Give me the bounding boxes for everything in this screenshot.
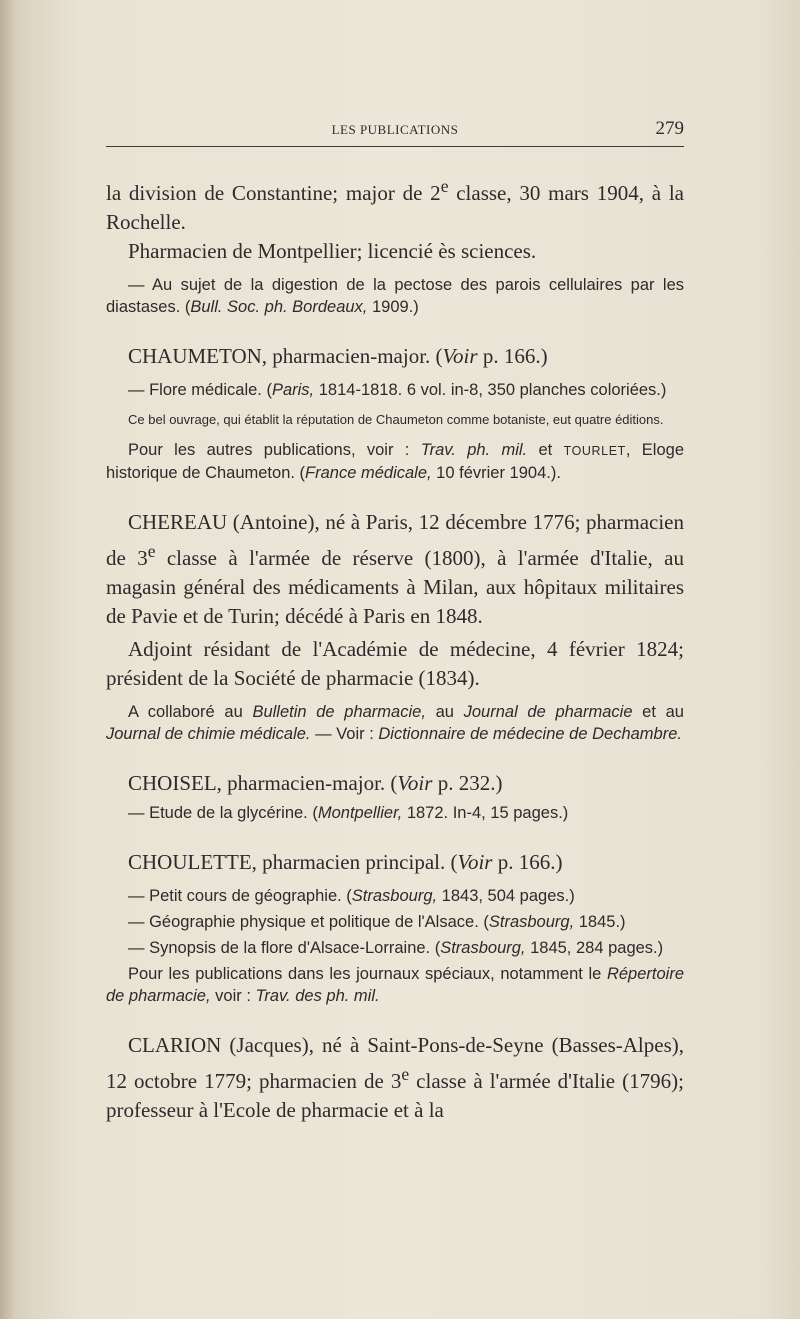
entry-heading-choisel — [106, 769, 684, 798]
text-run: 1909.) — [367, 298, 419, 316]
italic-run: Bull. Soc. ph. Bordeaux, — [190, 298, 368, 316]
text-run: CHOULETTE, pharmacien principal. ( — [128, 850, 458, 874]
collaboration-chereau — [106, 701, 684, 745]
italic-run: Strasbourg, — [488, 913, 575, 931]
text-run: p. 166.) — [477, 344, 548, 368]
note-chaumeton: Ce bel ouvrage, qui établit la réputation de Chaumeton comme botaniste, eut quatre éditions. — [128, 412, 664, 427]
text-run: CLARION (Jacques), né à Saint-Pons-de-Seyne (Basses-Alpes), 12 octobre 1779; pharmacien de 3 — [106, 1033, 684, 1093]
entry-chereau — [106, 508, 684, 631]
italic-run: France médicale, — [305, 464, 432, 482]
text-run: Pour les publications dans les journaux spéciaux, notamment le — [128, 965, 607, 983]
text-run: A collaboré au — [128, 703, 253, 721]
running-title: LES PUBLICATIONS — [331, 122, 459, 137]
references-choulette — [106, 963, 684, 1007]
text-run: 1845, 284 pages.) — [525, 939, 664, 957]
text-run: 1845.) — [574, 913, 626, 931]
superscript: e — [401, 1064, 410, 1084]
text-run: et — [527, 441, 564, 459]
publication-flore — [106, 379, 684, 401]
text-run: et au — [632, 703, 684, 721]
text-run: — Géographie physique et politique de l'Alsace. ( — [128, 913, 489, 931]
text-run: p. 166.) — [492, 850, 563, 874]
text-run: — Synopsis de la flore d'Alsace-Lorraine. ( — [128, 939, 441, 957]
text-run: 1872. In-4, 15 pages.) — [402, 804, 569, 822]
text-run: CHOISEL, pharmacien-major. ( — [128, 771, 398, 795]
publication-pectose — [106, 274, 684, 318]
page-gutter — [0, 0, 14, 1319]
italic-run: Strasbourg, — [440, 939, 526, 957]
text-run: 10 février 1904.). — [431, 464, 561, 482]
text-run: — Etude de la glycérine. ( — [128, 804, 318, 822]
italic-run: Bulletin de pharmacie, — [252, 703, 426, 721]
entry-heading-choulette — [106, 848, 684, 877]
publication-synopsis — [106, 937, 684, 959]
text-run: p. 232.) — [432, 771, 503, 795]
text-run: — Voir : — [310, 725, 379, 743]
text-run: Pour les autres publications, voir : — [128, 441, 421, 459]
publication-glycerine — [106, 802, 684, 824]
italic-run: Journal de chimie médicale. — [106, 725, 311, 743]
publication-geographie — [106, 885, 684, 907]
text-run: classe à l'armée de réserve (1800), à l'armée d'Italie, au magasin général des médicaments à Milan, aux hôpitaux militaires de Pavie et de Turin; décédé à Paris en 1848. — [106, 546, 684, 628]
publication-alsace — [106, 911, 684, 933]
page-header — [106, 116, 684, 147]
paragraph-adjoint: Adjoint résidant de l'Académie de médecine, 4 février 1824; président de la Société de pharmacie (1834). — [106, 637, 684, 690]
smallcaps-run: TOURLET — [563, 444, 626, 458]
text-run: CHAUMETON, pharmacien-major. ( — [128, 344, 443, 368]
text-run: classe à l'armée d'Italie (1796); professeur à l'Ecole de pharmacie et à la — [106, 1069, 684, 1122]
superscript: e — [147, 541, 156, 561]
italic-run: Voir — [457, 850, 493, 874]
italic-run: Trav. des ph. mil. — [255, 987, 380, 1005]
italic-run: Journal de pharmacie — [463, 703, 633, 721]
text-run: voir : — [210, 987, 256, 1005]
text-run: la division de Constantine; major de 2 — [106, 181, 441, 205]
italic-run: Trav. ph. mil. — [420, 441, 528, 459]
italic-run: Montpellier, — [317, 804, 403, 822]
text-run: 1843, 504 pages.) — [437, 887, 575, 905]
paragraph-continuation — [106, 172, 684, 237]
text-run: — Petit cours de géographie. ( — [128, 887, 352, 905]
text-run: , Eloge historique de Chaumeton. ( — [106, 441, 684, 482]
italic-run: Voir — [442, 344, 478, 368]
entry-heading-chaumeton — [106, 342, 684, 371]
text-run: — Flore médicale. ( — [128, 381, 272, 399]
text-run: classe, 30 mars 1904, à la Rochelle. — [106, 181, 684, 234]
paragraph-pharmacien: Pharmacien de Montpellier; licencié ès sciences. — [128, 239, 537, 263]
italic-run: Paris, — [271, 381, 315, 399]
page-body — [106, 172, 684, 1125]
references-chaumeton — [106, 439, 684, 484]
italic-run: Répertoire de pharmacie, — [106, 965, 684, 1005]
entry-clarion — [106, 1031, 684, 1125]
italic-run: Strasbourg, — [351, 887, 438, 905]
superscript: e — [440, 176, 449, 196]
text-run: 1814-1818. 6 vol. in-8, 350 planches coloriées.) — [314, 381, 667, 399]
italic-run: Dictionnaire de médecine de Dechambre. — [378, 725, 682, 743]
text-run: au — [425, 703, 464, 721]
text-run: CHEREAU (Antoine), né à Paris, 12 décembre 1776; pharmacien de 3 — [106, 510, 684, 570]
page-number: 279 — [655, 118, 684, 139]
text-run: — Au sujet de la digestion de la pectose des parois cellulaires par les diastases. ( — [106, 276, 684, 316]
italic-run: Voir — [397, 771, 433, 795]
